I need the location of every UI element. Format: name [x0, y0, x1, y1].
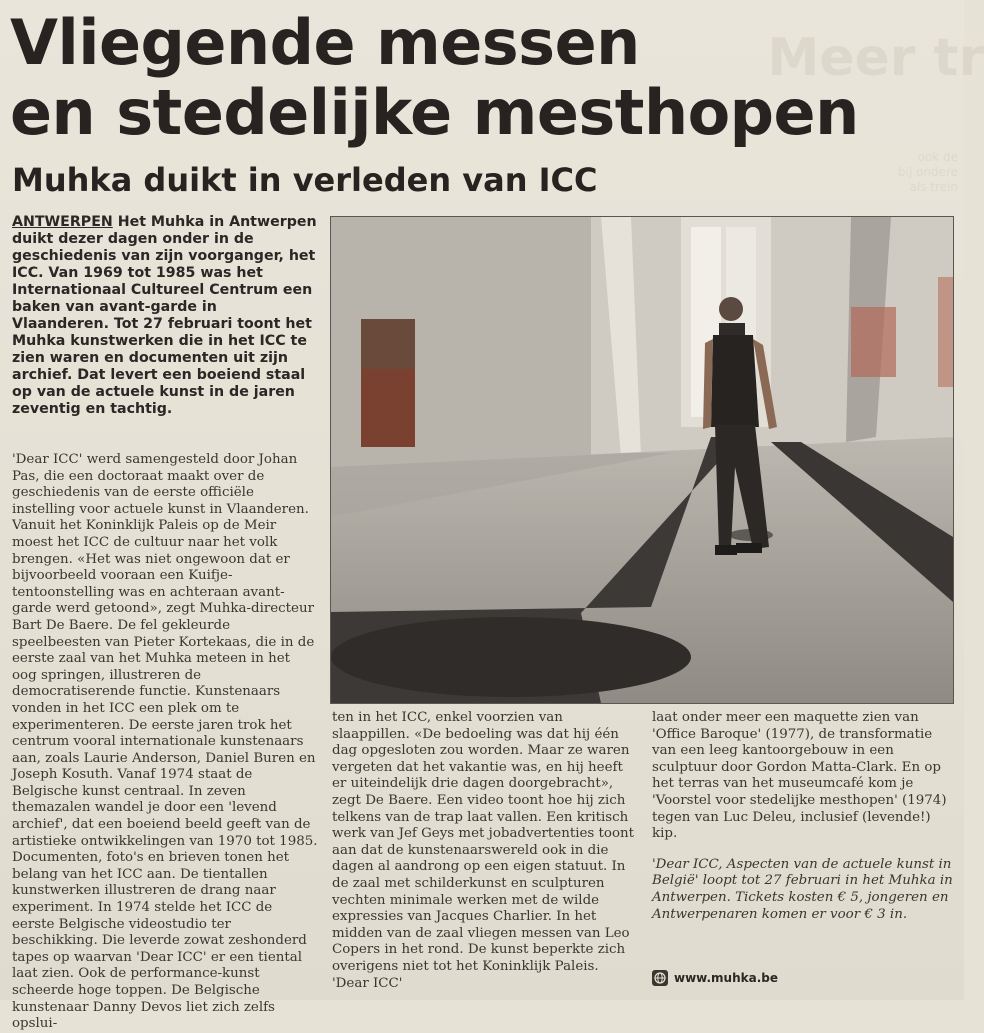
- column-1-text: 'Dear ICC' werd samengesteld door Johan Pas, die een doctoraat maakt over de geschiedenis van de eerste officiële instelling voor actuele kunst in Vlaanderen. Vanuit het Koninklijk Paleis op de Meir moest het ICC de cultuur naar het volk brengen. «Het was niet ongewoon dat er bijvoorbeeld vooraan een Kuifje-tentoonstelling was en achteraan avant-garde werd getoond», zegt Muhka-directeur Bart De Baere. De fel gekleurde speelbeesten van Pieter Kortekaas, die in de eerste zaal van het Muhka meteen in het oog springen, illustreren de democratiserende functie. Kunstenaars vonden in het ICC een plek om te experimenteren. De eerste jaren trok het centrum vooral internationale kunstenaars aan, zoals Laurie Anderson, Daniel Buren en Joseph Kosuth. Vanaf 1974 staat de Belgische kunst centraal. In zeven themazalen wandel je door een 'levend archief', dat een boeiend beeld geeft van de artistieke ontwikkelingen van 1970 tot 1985. Documenten, foto's en brieven tonen het belang van het ICC aan. De tientallen kunstwerken illustreren de drang naar experiment. In 1974 stelde het ICC de eerste Belgische videostudio ter beschikking. Die leverde zowat zeshonderd tapes op waarvan 'Dear ICC' er een tiental laat zien. Ook de performance-kunst scheerde hoge toppen. De Belgische kunstenaar Danny Devos liet zich zelfs opslui-: [12, 452, 318, 1032]
- bleed-headline: Meer tr: [767, 28, 984, 88]
- headline-line-1: Vliegende messen: [10, 6, 640, 79]
- column-2-text: ten in het ICC, enkel voorzien van slaappillen. «De bedoeling was dat hij één dag opgesloten zou worden. Maar ze waren vergeten dat het vakantie was, en hij heeft er uiteindelijk drie dagen doorgebracht», zegt De Baere. Een video toont hoe hij zich telkens van de trap laat vallen. Een kritisch werk van Jef Geys met jobadvertenties toont aan dat de kunstenaarswereld ook in die dagen al aandrong op een eigen statuut. In de zaal met schilderkunst en sculpturen vechten minimale werken met de wilde expressies van Jacques Charlier. In het midden van de zaal vliegen messen van Leo Copers in het rond. De kunst beperkte zich overigens niet tot het Koninklijk Paleis. 'Dear ICC': [332, 710, 635, 991]
- subheadline: Muhka duikt in verleden van ICC: [12, 161, 598, 199]
- lead-text: Het Muhka in Antwerpen duikt dezer dagen onder in de geschiedenis van zijn voorganger, het ICC. Van 1969 tot 1985 was het Internationaal Cultureel Centrum een baken van avant-garde in Vlaanderen. Tot 27 februari toont het Muhka kunstwerken die in het ICC te zien waren en documenten uit zijn archief. Dat levert een boeiend staal op van de actuele kunst in de jaren zeventig en tachtig.: [12, 214, 317, 417]
- globe-icon: [652, 970, 668, 986]
- website-credit[interactable]: [652, 970, 778, 986]
- headline: [10, 8, 950, 148]
- exhibition-photo-icon: [331, 217, 953, 703]
- column-3: [652, 710, 958, 937]
- column-3-text: laat onder meer een maquette zien van 'Office Baroque' (1977), de transformatie van een leeg kantoorgebouw in een sculptuur door Gordon Matta-Clark. En op het terras van het museumcafé kom je 'Voorstel voor stedelijke mesthopen' (1974) tegen van Luc Deleu, inclusief (levende!) kip.: [652, 710, 947, 842]
- headline-line-2: en stedelijke mesthopen: [10, 76, 859, 149]
- website-url[interactable]: www.muhka.be: [674, 971, 779, 985]
- photo-exhibition: [330, 216, 954, 704]
- bleed-snippet: ook de bij ondere als trein: [897, 150, 958, 194]
- exhibition-info: 'Dear ICC, Aspecten van de actuele kunst in België' loopt tot 27 februari in het Muhka in Antwerpen. Tickets kosten € 5, jongeren en Antwerpenaren komen er voor € 3 in.: [652, 856, 953, 922]
- column-2: [332, 710, 638, 992]
- column-1: [12, 452, 318, 1033]
- dateline: ANTWERPEN: [12, 214, 113, 230]
- lead-paragraph: [12, 214, 318, 418]
